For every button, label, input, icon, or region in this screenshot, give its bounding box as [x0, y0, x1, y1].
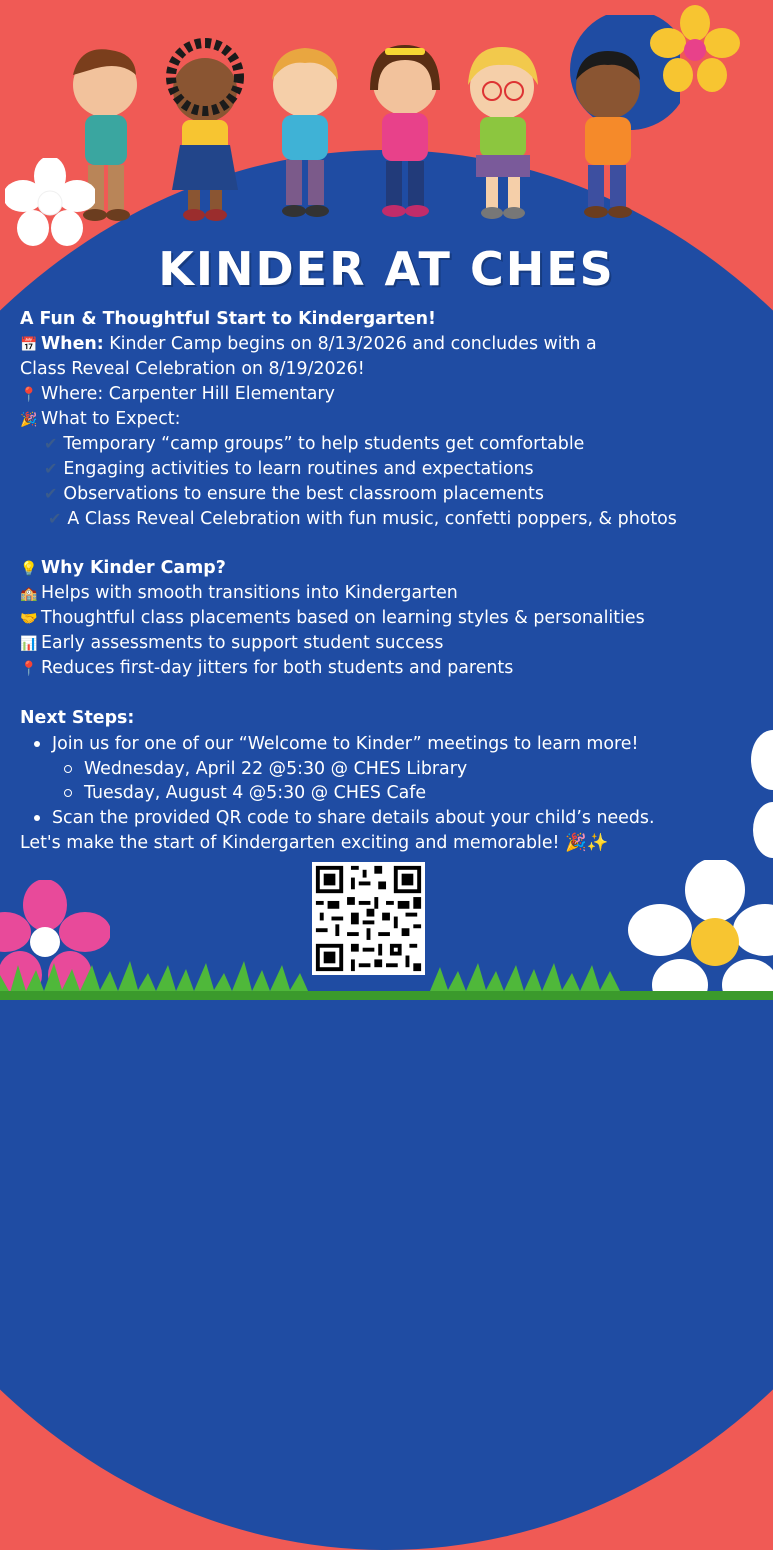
meeting-item [64, 782, 426, 804]
expect-item [44, 433, 584, 455]
qr-code[interactable] [312, 862, 425, 975]
check-icon: ✔ [44, 484, 58, 503]
check-icon: ✔ [44, 434, 58, 453]
expect-item-text: Engaging activities to learn routines and expectations [63, 459, 534, 479]
expect-line [20, 408, 180, 431]
where-text: Where: Carpenter Hill Elementary [41, 384, 335, 404]
when-line [20, 333, 597, 356]
meeting-text: Wednesday, April 22 @5:30 @ CHES Library [84, 759, 468, 779]
why-item [20, 582, 458, 605]
next-step-text: Scan the provided QR code to share details about your child’s needs. [52, 808, 655, 828]
expect-item-text: Temporary “camp groups” to help students get comfortable [63, 434, 585, 454]
subtitle: A Fun & Thoughtful Start to Kindergarten! [20, 309, 436, 329]
bullet-icon [34, 815, 40, 821]
chart-icon: 📊 [20, 636, 38, 652]
expect-item-text: Observations to ensure the best classroom placements [63, 484, 544, 504]
expect-item-text: A Class Reveal Celebration with fun music, confetti poppers, & photos [67, 509, 677, 529]
expect-label: What to Expect: [41, 409, 181, 429]
why-item-text: Reduces first-day jitters for both students and parents [41, 658, 514, 678]
why-line [20, 557, 226, 580]
page-title: KINDER AT CHES [158, 242, 615, 296]
next-step-text: Join us for one of our “Welcome to Kinder” meetings to learn more! [52, 734, 639, 754]
bullet-icon [34, 741, 40, 747]
expect-item [48, 508, 677, 530]
school-icon: 🏫 [20, 586, 38, 602]
why-item-text: Thoughtful class placements based on learning styles & personalities [41, 608, 645, 628]
pin-icon: 📍 [20, 661, 38, 677]
sub-bullet-icon [64, 765, 72, 773]
next-steps-label: Next Steps: [20, 708, 135, 728]
why-item-text: Helps with smooth transitions into Kindergarten [41, 583, 458, 603]
next-step-item [34, 733, 638, 755]
check-icon: ✔ [44, 459, 58, 478]
closing-text: Let's make the start of Kindergarten exciting and memorable! 🎉✨ [20, 833, 609, 853]
check-icon: ✔ [48, 509, 62, 528]
expect-item [44, 483, 544, 505]
meeting-item [64, 758, 467, 780]
pin-icon: 📍 [20, 387, 38, 403]
handshake-icon: 🤝 [20, 611, 38, 627]
when-label: When: [41, 334, 104, 354]
calendar-icon: 📅 [20, 337, 38, 353]
when-text: Kinder Camp begins on 8/13/2026 and concludes with a [103, 334, 597, 354]
party-icon: 🎉 [20, 412, 38, 428]
when-text-2: Class Reveal Celebration on 8/19/2026! [20, 359, 365, 379]
why-item-text: Early assessments to support student success [41, 633, 444, 653]
meeting-text: Tuesday, August 4 @5:30 @ CHES Cafe [84, 783, 427, 803]
why-item [20, 657, 513, 680]
why-item [20, 632, 443, 655]
where-line [20, 383, 335, 406]
why-label: Why Kinder Camp? [41, 558, 226, 578]
expect-item [44, 458, 534, 480]
next-step-item [34, 807, 655, 829]
sub-bullet-icon [64, 789, 72, 797]
lightbulb-icon: 💡 [20, 561, 38, 577]
why-item [20, 607, 645, 630]
